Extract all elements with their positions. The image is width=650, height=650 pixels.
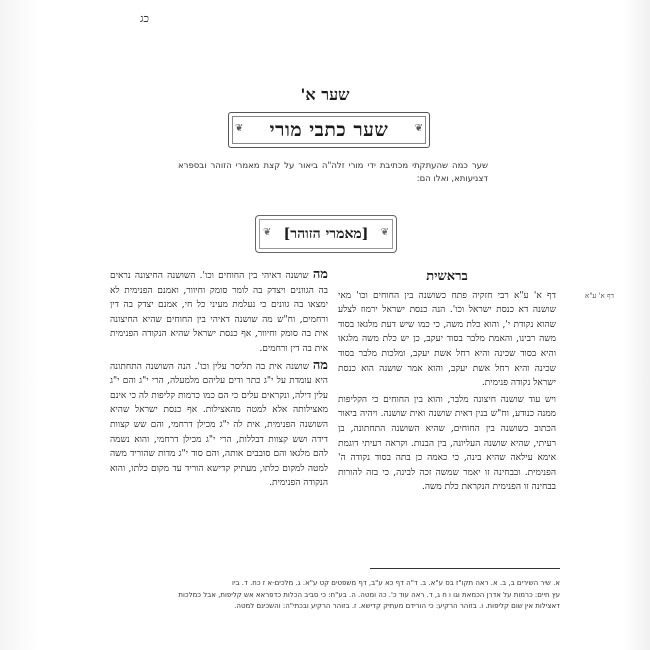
paragraph-lead-word: מה [312,357,328,373]
footnote-line: דאצילות אין שום קליפות. ו. בזוהר הרקיע: כי הורידם מעתיק קדישא. ז. בזוהר הרקיע ובכתי"ה: והשכינם למטה. [234,602,560,610]
paragraph: דף א' ע"א רבי חזקיה פתח כשושנה בין החוחים וכו' מאי שושנה דא כנסת ישראל וכו'. הנה כנסת ישראל ירמוז לצלע שהוא נקודת י', והוא כלת משה, כי כמו שיש דעת מלגאו בסוד משה רבינו, והאמת מלבר בסוד יעקב, כן יש כלת משה מלגאו והיא בסוד שכינה והיא רחל אשת יעקב, ומלכות מלבר בסוד שכינה והיא רחל אשת יעקב, והוא אמר שושנה הוא כנסת ישראל נקודה פנימית. [338,290,556,389]
margin-reference: דף א' ע"א [585,292,614,300]
footnote-divider [370,568,560,569]
footnotes [108,578,560,613]
paragraph-lead-word: מה [312,267,328,282]
right-column [338,270,556,497]
section-frame [255,215,397,253]
footnote-line: א. שיר השירים ב, ב. א. ראה תקו"ז בס ע"א. ב. ד"ה דף כא ע"ב, דף משפטים קט ע"א. ג. מלכים-א ז כח. ד. ביו [232,579,560,587]
left-column [110,268,328,493]
ornament-icon: ❦ [263,227,272,238]
paragraph-text: שושנה דאיהי בין החוחים וכו'. השושנה החיצונה נראים בה הגוונים ויצדק בה לומר סומק וחיוור, ואמנם הפנימית לא ימצאו בה גוונים כי נעלמת מעיני כל חי, אמנם יצדק בה דין ורחמים, וח"ש מה שושנה דאיהי בין החוחים שהיא החיצונה אית בה סומק וחיוור, אף כנסת ישראל שהיא הנקודה הפנימית אית בה דין ורחמים. [110,271,328,354]
page-number: כג [140,12,150,25]
ornament-icon: ❦ [414,123,423,134]
paragraph [110,268,328,357]
book-title: שער כתבי מורי [269,118,389,141]
section-title: [מאמרי הזוהר] [283,225,369,242]
title-frame [228,112,430,148]
intro-text: שער כמה שהעתקתי מכתיבת ידי מורי זלה"ה ביאור על קצת מאמרי הזוהר ובספרא דצניעותא, ואלו הם: [178,161,488,184]
paragraph-text: שושנה אית בה תליסר עלין וכו'. הנה השושנה התחתונה היא עומדת על י"ג כתר ודים עליהם מלמעלה, הרי י"ג והם י"ג עלין דילה, ונקראים עלים כי הם כמו כרמות קליפות לה כי אינם מאצילותה אלא למטה מהאצילות. אף כנסת ישראל שהיא השושנה הפנימית, אית לה י"ג מכילן דרחמי, והם שש קצוות דידה ושש קצוות דבללות, הרי י"ג מכילן דרחמי, והוא נשמה להם מלגאו והם סובבים אותה, והם סוד י"ג מדות שהוריד משה למטה למקום כלתו, מעתיק קדישא הוריד עד מקום כלתו, והוא הנקודה הפנימית. [110,361,328,489]
footnote-line: עץ חיים: כרמות על אדרן הכמאת וגו ו ח ג, ד. ראה עוד כ'. כה ומטה. ה. בע"ח: כי סביב הכלות כדפראא אש קליפות, אבל כמלכות [178,590,560,599]
paragraph: ויש עוד שושנה חיצונה מלבר, והוא בין החוחים כי הקליפות ממנה כנודע, וח"ש בנין דאית שושנה ואית שושנה. ויהיה ביאור הכתוב כשושנה בין החוחים, שהיא השושנה התחתונה, בן רעיתי, שהיא שושנה העליונה, בין הבנות. וקראה רעיתי דוגמת אימא עילאה שהיא בינה, כי כאמה כן בתה בסוד נקודה ה' הפנימית. ובבחינה זו יאמר שמשה זכה לבינה, כי בזה להורות בבחינה זו הפנימית הנקראת כלת משה. [338,394,556,493]
paragraph [110,359,328,491]
column-heading: בראשית [426,269,468,284]
ornament-icon: ❦ [380,227,389,238]
ornament-icon: ❦ [235,123,244,134]
gate-number: שער א' [300,85,350,104]
